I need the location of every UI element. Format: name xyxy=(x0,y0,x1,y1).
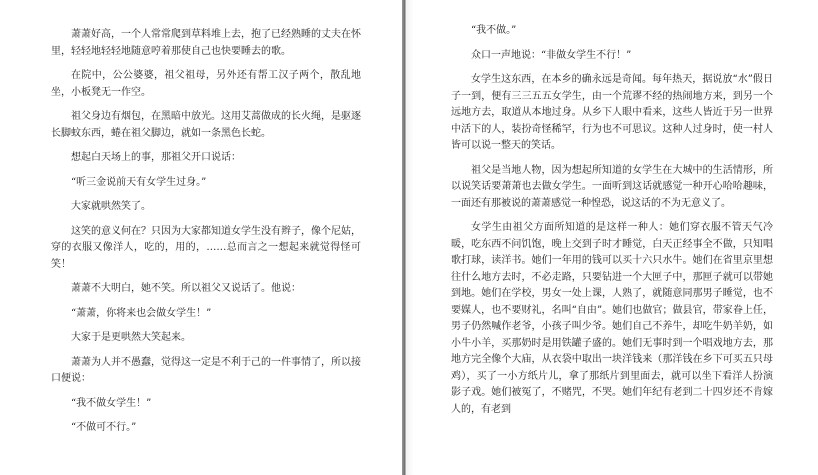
paragraph: 女学生这东西，在本乡的确永远是奇闻。每年热天，据说放“水”假日子一到，便有三三五五女学生，由一个荒谬不经的热闹地方来，到另一个远地方去，取道从本地过身。从乡下人眼中看来，这些人皆近于另一世界中活下的人，装扮奇怪稀罕，行为也不可思议。这种人过身时，使一村人皆可以说一整天的笑话。 xyxy=(451,74,773,151)
paragraph: 众口一声地说：“非做女学生不行！” xyxy=(471,49,632,61)
paragraph: 祖父是当地人物，因为想起所知道的女学生在大城中的生活情形，所以说笑话要萧萧也去做女学生。一面听到这话就感觉一种开心哈哈趣味，一面还有那被说的萧萧感觉一种惶恐，说这话的不为无意义了。 xyxy=(451,164,773,209)
right-page-text xyxy=(451,23,773,426)
page-divider-scrollbar[interactable] xyxy=(402,0,414,475)
paragraph: “听三金说前天有女学生过身。” xyxy=(71,176,207,188)
paragraph: “不做可不行。” xyxy=(71,422,137,433)
right-page xyxy=(414,0,818,475)
paragraph: “我不做女学生！” xyxy=(71,397,152,409)
paragraph: 大家就哄然笑了。 xyxy=(71,201,151,212)
paragraph: “我不做。” xyxy=(471,25,517,36)
paragraph: 萧萧不大明白，她不笑。所以祖父又说话了。他说： xyxy=(71,283,301,294)
paragraph: 在院中，公公婆婆，祖父祖母，另外还有帮工汉子两个，散乱地坐，小板凳无一作空。 xyxy=(51,70,361,98)
paragraph: 想起白天场上的事，那祖父开口说话： xyxy=(71,152,241,163)
left-page xyxy=(0,0,402,475)
left-page-text xyxy=(51,27,361,445)
paragraph: 萧萧为人并不愚蠢，觉得这一定是不利于己的一件事情了，所以接口便说： xyxy=(51,356,361,384)
paragraph: 萧萧好高，一个人常常爬到草料堆上去，抱了已经熟睡的丈夫在怀里，轻轻地轻轻地随意哼着那使自己也快要睡去的歌。 xyxy=(51,29,361,57)
paragraph: “萧萧，你将来也会做女学生！” xyxy=(71,307,212,319)
paragraph: 女学生由祖父方面所知道的是这样一种人：她们穿衣服不管天气冷暖，吃东西不问饥饱，晚上交到子时才睡觉，白天正经事全不做，只知唱歌打球，读洋书。她们一年用的钱可以买十六只水牛。她们在省里京里想往什么地方去时，不必走路，只要钻进一个大匣子中，那匣子就可以带她到地。她们在学校，男女一处上课，人熟了，就随意同那男子睡觉，也不要媒人，也不要财礼，名叫“自由”。她们也做官；做县官，带家眷上任，男子仍然喊作老爷，小孩子叫少爷。她们自己不养牛，却吃牛奶羊奶，如小牛小羊，买那奶时是用铁罐子盛的。她们无事时到一个唱戏地方去，那地方完全像个大庙，从衣袋中取出一块洋钱来（那洋钱在乡下可买五只母鸡），买了一小方纸片儿，拿了那纸片到里面去，就可以坐下看洋人扮演影子戏。她们被冤了，不赌咒，不哭。她们年纪有老到二十四岁还不肯嫁人的，有老到 xyxy=(451,222,773,415)
paragraph: 这笑的意义何在？只因为大家都知道女学生没有辫子，像个尼姑，穿的衣服又像洋人，吃的，用的，……总而言之一想起来就觉得怪可笑！ xyxy=(51,225,361,270)
paragraph: 祖父身边有烟包，在黑暗中放光。这用艾蒿做成的长火绳，是驱逐长脚蚊东西，蜷在祖父脚边，就如一条黑色长蛇。 xyxy=(51,111,361,139)
paragraph: 大家于是更哄然大笑起来。 xyxy=(71,332,191,343)
